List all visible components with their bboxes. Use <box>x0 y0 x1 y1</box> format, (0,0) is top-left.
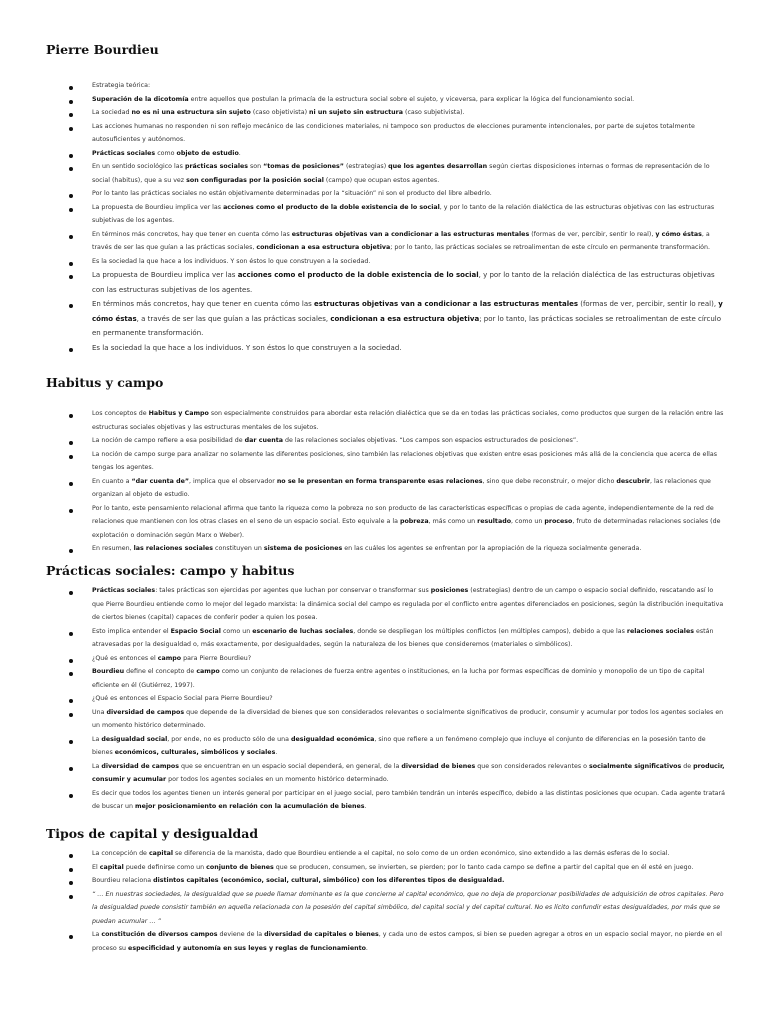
bullet-icon <box>69 632 73 636</box>
item-text: La noción de campo surge para analizar no solamente las diferentes posiciones, sino también las relaciones objetivas que existen entre esas posiciones más allá de la conciencia que acerca de ellas tengas los agentes. <box>92 450 717 471</box>
bullet-icon <box>69 262 73 266</box>
section-list-practicas-sociales <box>66 584 726 814</box>
section-list-tipos-de-capital <box>66 847 726 955</box>
item-text: ¿Qué es entonces el campo para Pierre Bourdieu? <box>92 654 252 662</box>
bullet-icon <box>69 549 73 553</box>
list-item <box>66 760 726 787</box>
bullet-icon <box>69 113 73 117</box>
list-item <box>66 297 726 341</box>
item-text: La noción de campo refiere a esa posibilidad de dar cuenta de las relaciones sociales objetivas. “Los campos son espacios estructurados de posiciones”. <box>92 437 579 444</box>
bullet-icon <box>69 740 73 744</box>
list-item <box>66 255 726 269</box>
bullet-icon <box>69 713 73 717</box>
bullet-icon <box>69 509 73 513</box>
list-item <box>66 733 726 760</box>
list-item <box>66 268 726 297</box>
item-text: La diversidad de campos que se encuentran en un espacio social dependerá, en general, de la diversidad de bienes que son considerados relevantes o socialmente significativos de producir, consumir y acumular por todos los agentes sociales en un momento histórico determinado. <box>92 762 725 783</box>
bullet-icon <box>69 868 73 872</box>
item-text: En términos más concretos, hay que tener en cuenta cómo las estructuras objetivas van a condicionar a las estructuras mentales (formas de ver, percibir, sentir lo real), y cómo éstas, a través de ser las que guían a las prácticas sociales, condicionan a esa estructura objetiva; por lo tanto, las prácticas sociales se retroalimentan de este círculo en permanente transformación. <box>92 300 723 338</box>
item-text: Prácticas sociales como objeto de estudio. <box>92 149 241 157</box>
item-text: Es decir que todos los agentes tienen un interés general por participar en el juego social, pero también tendrán un interés específico, debido a las distintas posiciones que ocupan. Cada agente tratará de buscar un mejor posicionamiento en relación con la acumulación de bienes. <box>92 789 725 810</box>
section-title-habitus-y-campo: Habitus y campo <box>46 375 164 390</box>
item-text: Es la sociedad la que hace a los individuos. Y son éstos lo que construyen a la sociedad. <box>92 343 402 352</box>
list-item <box>66 93 726 107</box>
item-text: La concepción de capital se diferencia de la marxista, dado que Bourdieu entiende a el capital, no solo como de un orden económico, sino extendido a las demás esferas de lo social. <box>92 850 670 857</box>
item-text: Bourdieu relaciona distintos capitales (económico, social, cultural, simbólico) con los diferentes tipos de desigualdad. <box>92 877 505 884</box>
item-text: La propuesta de Bourdieu implica ver las acciones como el producto de la doble existencia de lo social, y por lo tanto de la relación dialéctica de las estructuras objetivas con las estructuras subjetivas de los agentes. <box>92 271 715 294</box>
item-text: Estrategia teórica: <box>92 82 151 89</box>
bullet-icon <box>69 194 73 198</box>
section-title-tipos-de-capital: Tipos de capital y desigualdad <box>46 826 259 841</box>
bullet-icon <box>69 591 73 595</box>
item-text: En cuanto a “dar cuenta de”, implica que el observador no se le presentan en forma transparente esas relaciones, sino que debe reconstruir, o mejor dicho descubrir, las relaciones que organizan al objeto de estudio. <box>92 477 711 498</box>
item-text: Una diversidad de campos que depende de la diversidad de bienes que son considerados relevantes o socialmente significativos de producir, consumir y acumular por todos los agentes sociales en un momento histórico determinado. <box>92 708 724 729</box>
list-item <box>66 625 726 652</box>
list-item <box>66 341 726 356</box>
item-text: En un sentido sociológico las prácticas sociales son “tomas de posiciones” (estrategias) que los agentes desarrollan según ciertas disposiciones internas o formas de representación de lo social (habitus), que a su vez son configuradas por la posición social (campo) que ocupan estos agentes. <box>92 163 710 184</box>
bullet-icon <box>69 127 73 131</box>
item-text: Por lo tanto las prácticas sociales no están objetivamente determinadas por la “situación” ni son el producto del libre albedrío. <box>92 190 492 197</box>
list-item <box>66 120 726 147</box>
item-text: “ … En nuestras sociedades, la desigualdad que se puede llamar dominante es la que concierne al capital económico, que no deja de proporcionar posibilidades de adquisición de otros capitales. Pero la desigualdad puede consistir también en aquella relacionada con la posesión del capital simbólico, del capital social y del capital cultural. No es lícito confundir estas desigualdades, por más que se puedan acumular … ” <box>92 890 724 925</box>
item-text: Por lo tanto, este pensamiento relacional afirma que tanto la riqueza como la pobreza no son producto de las características específicas o propias de cada agente, independientemente de la red de relaciones que mantienen con los otras clases en el seno de un espacio social. Esto equivale a la pobreza, más como un resultado, como un proceso, fruto de determinadas relaciones sociales (de explotación o dominación según Marx o Weber). <box>92 504 721 539</box>
bullet-icon <box>69 767 73 771</box>
list-item <box>66 434 726 448</box>
item-text: La propuesta de Bourdieu implica ver las acciones como el producto de la doble existencia de lo social, y por lo tanto de la relación dialéctica de las estructuras objetivas con las estructuras subjetivas de los agentes. <box>92 203 715 224</box>
list-item <box>66 542 726 556</box>
bullet-icon <box>69 482 73 486</box>
item-text: Prácticas sociales: tales prácticas son ejercidas por agentes que luchan por conservar o transformar sus posiciones (estrategias) dentro de un campo o espacio social definido, rescatando así lo que Pierre Bourdieu entiende como lo mejor del legado marxista: la dinámica social del campo es regulada por el conflicto entre agentes diferenciados en posiciones, según la distribución inequitativa de ciertos bienes (capital) capaces de conferir poder a quien los posea. <box>92 587 724 621</box>
item-text: Las acciones humanas no responden ni son reflejo mecánico de las condiciones materiales, ni tampoco son productos de elecciones puramente intencionales, por parte de sujetos totalmente autosuficientes y autónomos. <box>92 122 695 143</box>
item-text: La sociedad no es ni una estructura sin sujeto (caso objetivista) ni un sujeto sin estructura (caso subjetivista). <box>92 109 465 116</box>
item-text: La desigualdad social, por ende, no es producto sólo de una desigualdad económica, sino que refiere a un fenómeno complejo que incluye el conjunto de diferencias en la posesión tanto de bienes económicos, culturales, simbólicos y sociales. <box>92 735 706 756</box>
quote-item <box>66 888 726 929</box>
list-item <box>66 228 726 255</box>
list-item <box>66 928 726 955</box>
bullet-icon <box>69 275 73 279</box>
bullet-icon <box>69 154 73 158</box>
item-text: El capital puede definirse como un conjunto de bienes que se producen, consumen, se invierten, se pierden; por lo tanto cada campo se define a partir del capital que en él esté en juego. <box>92 863 694 871</box>
list-item <box>66 475 726 502</box>
item-text: La constitución de diversos campos deviene de la diversidad de capitales o bienes, y cada uno de estos campos, si bien se pueden agregar a otros en un espacio social mayor, no pierde en el proceso su especificidad y autonomía en sus leyes y reglas de funcionamiento. <box>92 931 723 952</box>
item-text: Bourdieu define el concepto de campo como un conjunto de relaciones de fuerza entre agentes o instituciones, en la lucha por formas específicas de dominio y monopolio de un tipo de capital eficiente en él (Gutiérrez, 1997). <box>92 668 705 689</box>
list-item <box>66 692 726 706</box>
bullet-icon <box>69 304 73 308</box>
list-item <box>66 407 726 434</box>
bullet-icon <box>69 854 73 858</box>
list-item <box>66 502 726 543</box>
list-item <box>66 106 726 120</box>
list-item <box>66 706 726 733</box>
item-text: Es la sociedad la que hace a los individuos. Y son éstos lo que construyen a la sociedad. <box>92 257 371 265</box>
list-item <box>66 448 726 475</box>
list-item <box>66 187 726 201</box>
section-title-pierre-bourdieu: Pierre Bourdieu <box>46 42 159 57</box>
list-item <box>66 787 726 814</box>
item-text: Superación de la dicotomía entre aquellos que postulan la primacía de la estructura social sobre el sujeto, y viceversa, para explicar la lógica del funcionamiento social. <box>92 95 635 103</box>
bullet-icon <box>69 167 73 171</box>
bullet-icon <box>69 414 73 418</box>
bullet-icon <box>69 672 73 676</box>
list-item <box>66 201 726 228</box>
item-text: En términos más concretos, hay que tener en cuenta cómo las estructuras objetivas van a condicionar a las estructuras mentales (formas de ver, percibir, sentir lo real), y cómo éstas, a través de ser las que guían a las prácticas sociales, condicionan a esa estructura objetiva; por lo tanto, las prácticas sociales se retroalimentan de este círculo en permanente transformación. <box>92 230 711 251</box>
item-text: Los conceptos de Habitus y Campo son especialmente construidos para abordar esta relación dialéctica que se da en todas las prácticas sociales, como productos que surgen de la relación entre las estructuras sociales objetivas y las estructuras mentales de los sujetos. <box>92 410 724 431</box>
bullet-icon <box>69 348 73 352</box>
item-text: ¿Qué es entonces el Espacio Social para Pierre Bourdieu? <box>92 695 273 702</box>
list-item <box>66 652 726 666</box>
bullet-icon <box>69 441 73 445</box>
section-list-pierre-bourdieu <box>66 79 726 356</box>
bullet-icon <box>69 895 73 899</box>
item-text: En resumen, las relaciones sociales constituyen un sistema de posiciones en las cuáles los agentes se enfrentan por la apropiación de la riqueza socialmente generada. <box>92 545 642 552</box>
list-item <box>66 584 726 625</box>
bullet-icon <box>69 935 73 939</box>
list-item <box>66 79 726 93</box>
bullet-icon <box>69 881 73 885</box>
bullet-icon <box>69 208 73 212</box>
bullet-icon <box>69 794 73 798</box>
list-item <box>66 665 726 692</box>
bullet-icon <box>69 699 73 703</box>
bullet-icon <box>69 659 73 663</box>
list-item <box>66 160 726 187</box>
bullet-icon <box>69 455 73 459</box>
bullet-icon <box>69 235 73 239</box>
list-item <box>66 847 726 861</box>
section-title-practicas-sociales: Prácticas sociales: campo y habitus <box>46 563 295 578</box>
list-item <box>66 861 726 875</box>
item-text: Esto implica entender el Espacio Social como un escenario de luchas sociales, donde se despliegan los múltiples conflictos (en múltiples campos), debido a que las relaciones sociales están atravesadas por la desigualdad o, más exactamente, por desigualdades, según la naturaleza de los bienes que consideremos (materiales o simbólicos). <box>92 627 714 648</box>
bullet-icon <box>69 86 73 90</box>
bullet-icon <box>69 100 73 104</box>
section-list-habitus-y-campo <box>66 407 726 556</box>
list-item <box>66 874 726 888</box>
list-item <box>66 147 726 161</box>
